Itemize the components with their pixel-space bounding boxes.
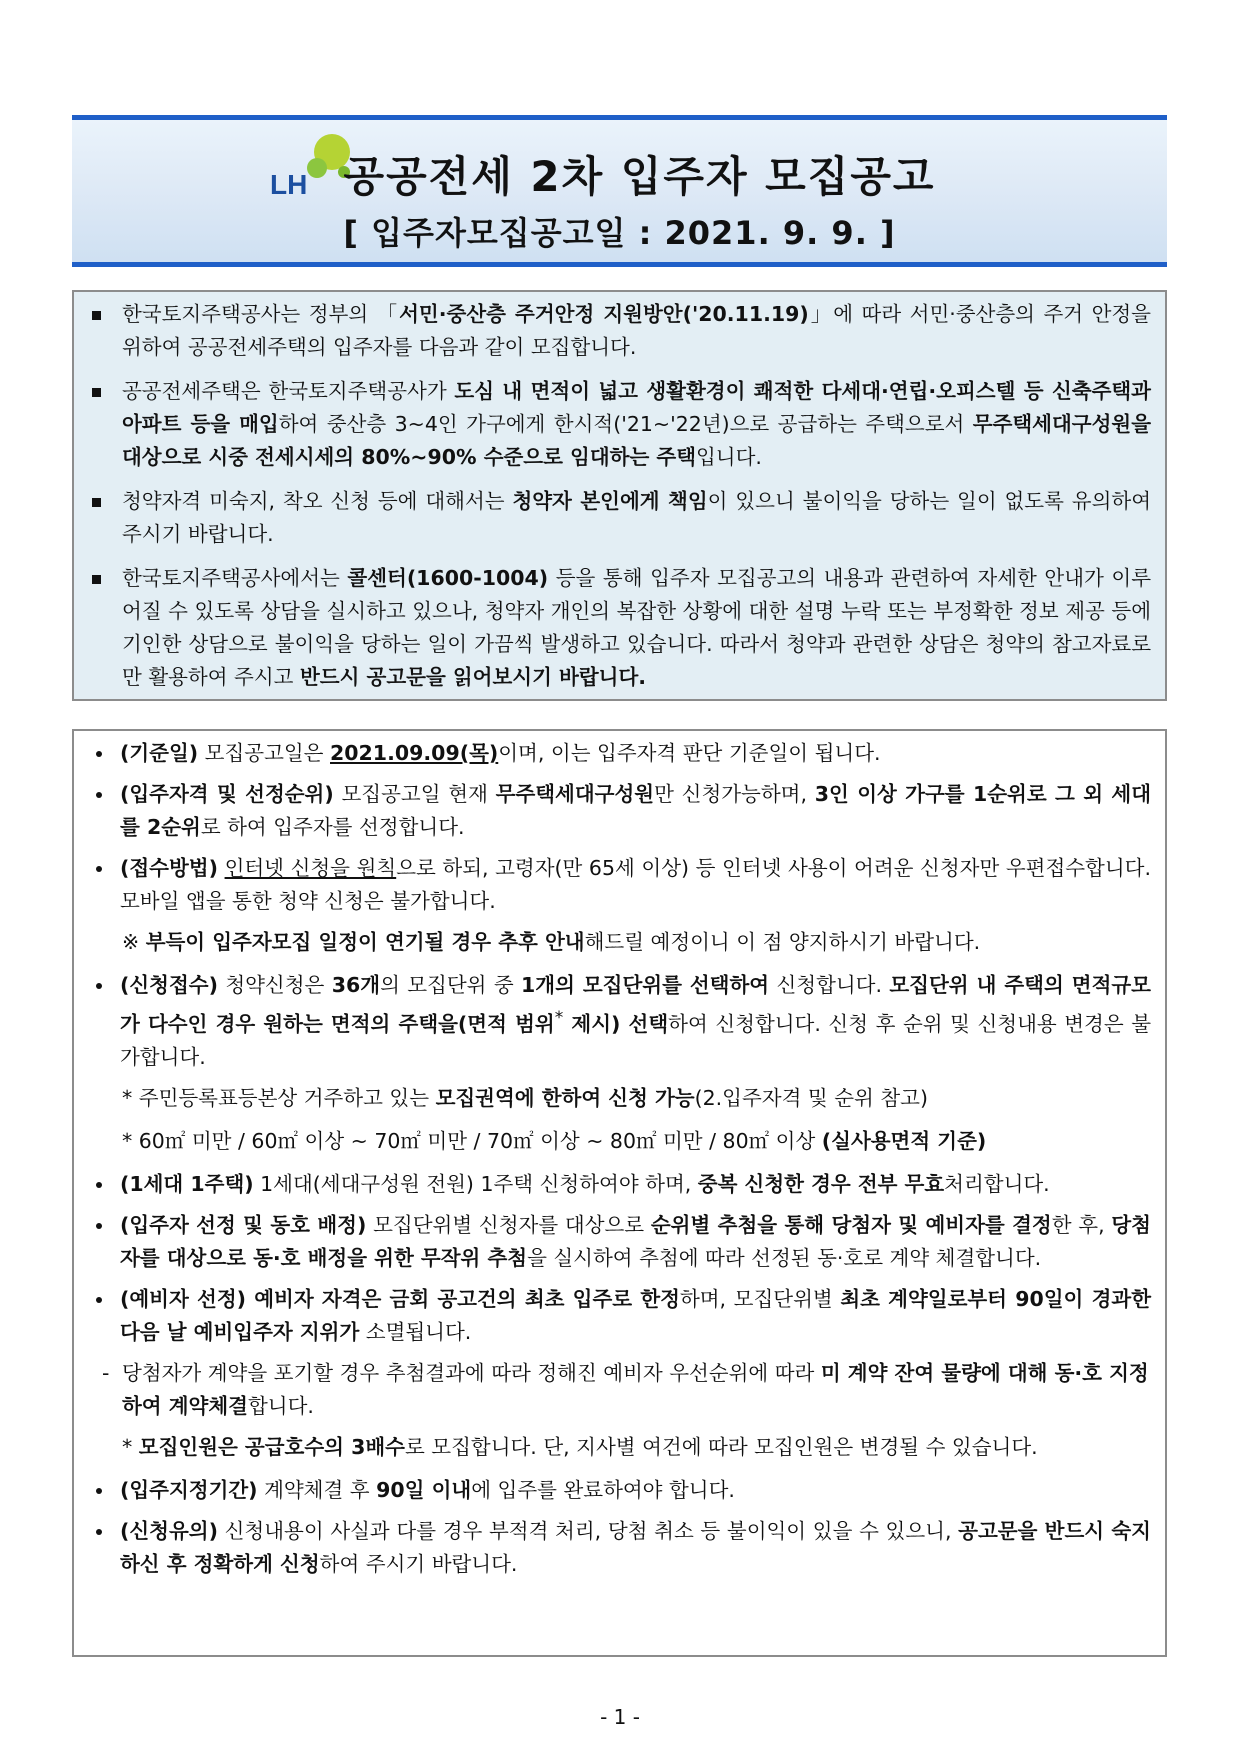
list-item: (예비자 선정) 예비자 자격은 금회 공고건의 최초 입주로 한정하며, 모집단위별 최초 계약일로부터 90일이 경과한 다음 날 예비입주자 지위가 소멸됩니다.	[88, 1283, 1151, 1349]
square-bullet-icon	[92, 388, 101, 397]
page-subtitle: [ 입주자모집공고일 : 2021. 9. 9. ]	[343, 214, 896, 252]
square-bullet-icon	[92, 311, 101, 320]
bullet-icon	[96, 1488, 102, 1494]
square-bullet-icon	[92, 575, 101, 584]
details-box	[72, 729, 1167, 1657]
list-item: (입주지정기간) 계약체결 후 90일 이내에 입주를 완료하여야 합니다.	[88, 1474, 1151, 1507]
bullet-icon	[96, 792, 102, 798]
dash-item: - 당첨자가 계약을 포기할 경우 추첨결과에 따라 정해진 예비자 우선순위에 따라 미 계약 잔여 물량에 대해 동·호 지정하여 계약체결합니다.	[102, 1360, 1149, 1418]
list-item: (신청접수) 청약신청은 36개의 모집단위 중 1개의 모집단위를 선택하여 신청합니다. 모집단위 내 주택의 면적규모가 다수인 경우 원하는 면적의 주택을(면적 범위* 제시) 선택하여 신청합니다. 신청 후 순위 및 신청내용 변경은 불가합니다.	[88, 969, 1151, 1074]
intro-paragraph: 한국토지주택공사에서는 콜센터(1600-1004) 등을 통해 입주자 모집공고의 내용과 관련하여 자세한 안내가 이루어질 수 있도록 상담을 실시하고 있으나, 청약자 개인의 복잡한 상황에 대한 설명 누락 또는 부정확한 정보 제공 등에 기인한 상담으로 불이익을 당하는 일이 가끔씩 발생하고 있습니다. 따라서 청약과 관련한 상담은 청약의 참고자료로만 활용하여 주시고 반드시 공고문을 읽어보시기 바랍니다.	[88, 562, 1151, 694]
list-item: (1세대 1주택) 1세대(세대구성원 전원) 1주택 신청하여야 하며, 중복 신청한 경우 전부 무효처리합니다.	[88, 1168, 1151, 1201]
intro-paragraph: 청약자격 미숙지, 착오 신청 등에 대해서는 청약자 본인에게 책임이 있으니 불이익을 당하는 일이 없도록 유의하여 주시기 바랍니다.	[88, 485, 1151, 551]
intro-paragraph: 한국토지주택공사는 정부의 「서민·중산층 주거안정 지원방안('20.11.19)」에 따라 서민·중산층의 주거 안정을 위하여 공공전세주택의 입주자를 다음과 같이 모집합니다.	[88, 298, 1151, 364]
list-item: (입주자 선정 및 동호 배정) 모집단위별 신청자를 대상으로 순위별 추첨을 통해 당첨자 및 예비자를 결정한 후, 당첨자를 대상으로 동·호 배정을 위한 무작위 추첨을 실시하여 추첨에 따라 선정된 동·호로 계약 체결합니다.	[88, 1209, 1151, 1275]
bullet-icon	[96, 866, 102, 872]
bullet-icon	[96, 1182, 102, 1188]
bullet-icon	[96, 1297, 102, 1303]
bullet-icon	[96, 983, 102, 989]
list-item: (접수방법) 인터넷 신청을 원칙으로 하되, 고령자(만 65세 이상) 등 인터넷 사용이 어려운 신청자만 우편접수합니다. 모바일 앱을 통한 청약 신청은 불가합니다.	[88, 852, 1151, 918]
note-line: * 60㎡ 미만 / 60㎡ 이상 ~ 70㎡ 미만 / 70㎡ 이상 ~ 80㎡ 미만 / 80㎡ 이상 (실사용면적 기준)	[122, 1128, 987, 1153]
note-line: * 모집인원은 공급호수의 3배수로 모집합니다. 단, 지사별 여건에 따라 모집인원은 변경될 수 있습니다.	[122, 1434, 1038, 1459]
logo-text: LH	[270, 169, 308, 200]
list-item: (기준일) 모집공고일은 2021.09.09(목)이며, 이는 입주자격 판단 기준일이 됩니다.	[88, 737, 1151, 770]
intro-box	[72, 290, 1167, 701]
page-title: 공공전세 2차 입주자 모집공고	[343, 152, 936, 201]
bullet-icon	[96, 1529, 102, 1535]
note-line: ※ 부득이 입주자모집 일정이 연기될 경우 추후 안내해드릴 예정이니 이 점 양지하시기 바랍니다.	[122, 930, 981, 954]
note-line: * 주민등록표등본상 거주하고 있는 모집권역에 한하여 신청 가능(2.입주자격 및 순위 참고)	[122, 1085, 928, 1110]
list-item: (신청유의) 신청내용이 사실과 다를 경우 부적격 처리, 당첨 취소 등 불이익이 있을 수 있으니, 공고문을 반드시 숙지하신 후 정확하게 신청하여 주시기 바랍니다.	[88, 1515, 1151, 1581]
square-bullet-icon	[92, 498, 101, 507]
bullet-icon	[96, 1223, 102, 1229]
notice-header	[72, 115, 1167, 267]
page-number: - 1 -	[600, 1705, 640, 1729]
list-item: (입주자격 및 선정순위) 모집공고일 현재 무주택세대구성원만 신청가능하며, 3인 이상 가구를 1순위로 그 외 세대를 2순위로 하여 입주자를 선정합니다.	[88, 778, 1151, 844]
bullet-icon	[96, 751, 102, 757]
intro-paragraph: 공공전세주택은 한국토지주택공사가 도심 내 면적이 넓고 생활환경이 쾌적한 다세대·연립·오피스텔 등 신축주택과 아파트 등을 매입하여 중산층 3~4인 가구에게 한시적('21~'22년)으로 공급하는 주택으로서 무주택세대구성원을 대상으로 시중 전세시세의 80%~90% 수준으로 임대하는 주택입니다.	[88, 375, 1151, 474]
